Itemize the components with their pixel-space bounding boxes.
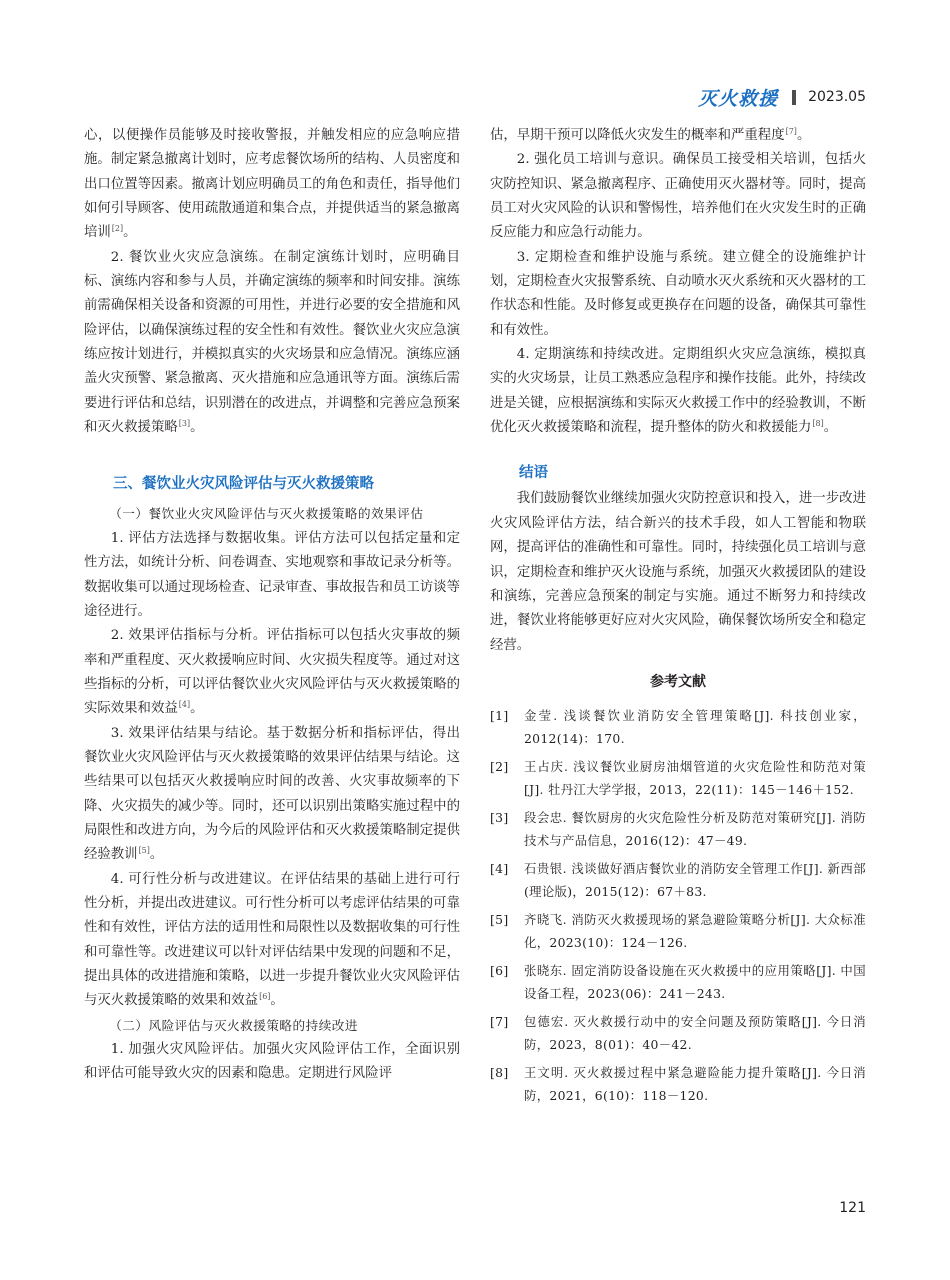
paragraph: 1. 评估方法选择与数据收集。评估方法可以包括定量和定性方法，如统计分析、问卷调查、实地观察和事故记录分析等。数据收集可以通过现场检查、记录审查、事故报告和员工访谈等途径进行。: [84, 530, 460, 619]
citation: [2]: [111, 224, 124, 234]
paragraph: 心，以便操作员能够及时接收警报，并触发相应的应急响应措施。制定紧急撤离计划时，应考虑餐饮场所的结构、人员密度和出口位置等因素。撤离计划应明确员工的角色和责任，指导他们如何引导顾客、使用疏散通道和集合点，并提供适当的紧急撤离培训[2]。: [84, 128, 460, 241]
reference-item: [1] 金莹. 浅谈餐饮业消防安全管理策略[J]. 科技创业家，2012(14)：170.: [490, 707, 866, 747]
page-number: 121: [839, 1200, 866, 1216]
citation: [7]: [785, 127, 797, 136]
reference-item: [5] 齐晓飞. 消防灭火救援现场的紧急避险策略分析[J]. 大众标准化，2023(10)：124－126.: [490, 911, 866, 951]
paragraph: 2. 餐饮业火灾应急演练。在制定演练计划时，应明确目标、演练内容和参与人员，并确定演练的频率和时间安排。演练前需确保相关设备和资源的可用性，并进行必要的安全措施和风险评估，以确保演练过程的安全性和有效性。餐饮业火灾应急演练应按计划进行，并模拟真实的火灾场景和应急情况。演练应涵盖火灾预警、紧急撤离、灭火措施和应急通讯等方面。演练后需要进行评估和总结，识别潜在的改进点，并调整和完善应急预案和灭火救援策略[3]。: [84, 249, 460, 436]
citation: [8]: [812, 419, 824, 429]
reference-list: [490, 704, 866, 1108]
paragraph: 4. 定期演练和持续改进。定期组织火灾应急演练，模拟真实的火灾场景，让员工熟悉应急程序和操作技能。此外，持续改进是关键，应根据演练和实际灭火救援工作中的经验教训，不断优化灭火救援策略和流程，提升整体的防火和救援能力[8]。: [490, 347, 866, 436]
paragraph: 估，早期干预可以降低火灾发生的概率和严重程度[7]。: [490, 127, 811, 143]
citation: [6]: [259, 992, 271, 1002]
citation: [4]: [178, 700, 191, 710]
section-heading: 三、餐饮业火灾风险评估与灭火救援策略: [113, 476, 374, 493]
paragraph: 2. 强化员工培训与意识。确保员工接受相关培训，包括火灾防控知识、紧急撤离程序、正确使用灭火器材等。同时，提高员工对火灾风险的认识和警惕性，培养他们在火灾发生时的正确反应能力和应急行动能力。: [490, 152, 866, 241]
reference-item: [7] 包德宏. 灭火救援行动中的安全问题及预防策略[J]. 今日消防，2023，8(01)：40－42.: [490, 1013, 866, 1053]
paragraph: 3. 定期检查和维护设施与系统。建立健全的设施维护计划，定期检查火灾报警系统、自动喷水灭火系统和灭火器材的工作状态和性能。及时修复或更换存在问题的设备，确保其可靠性和有效性。: [490, 249, 866, 338]
reference-item: [4] 石贵银. 浅谈做好酒店餐饮业的消防安全管理工作[J]. 新西部(理论版)，2015(12)：67＋83.: [490, 860, 866, 900]
magazine-title: 灭火救援: [698, 87, 779, 110]
reference-item: [3] 段会忠. 餐饮厨房的火灾危险性分析及防范对策研究[J]. 消防技术与产品信息，2016(12)：47－49.: [490, 809, 866, 849]
issue-number: 2023.05: [808, 89, 866, 105]
paragraph: 4. 可行性分析与改进建议。在评估结果的基础上进行可行性分析，并提出改进建议。可行性分析可以考虑评估结果的可靠性和有效性，评估方法的适用性和局限性以及数据收集的可行性和可靠性等。改进建议可以针对评估结果中发现的问题和不足，提出具体的改进措施和策略，以进一步提升餐饮业火灾风险评估与灭火救援策略的效果和效益[6]。: [84, 871, 460, 1009]
citation: [5]: [138, 846, 150, 856]
subsection-heading: （一）餐饮业火灾风险评估与灭火救援策略的效果评估: [109, 506, 424, 522]
left-column: [84, 124, 460, 1087]
paragraph: 3. 效果评估结果与结论。基于数据分析和指标评估，得出餐饮业火灾风险评估与灭火救援策略的效果评估结果与结论。这些结果可以包括灭火救援响应时间的改善、火灾事故频率的下降、火灾损失的减少等。同时，还可以识别出策略实施过程中的局限性和改进方向，为今后的风险评估和灭火救援策略制定提供经验教训[5]。: [84, 725, 460, 863]
paragraph: 1. 加强火灾风险评估。加强火灾风险评估工作，全面识别和评估可能导致火灾的因素和隐患。定期进行风险评: [84, 1042, 460, 1082]
reference-item: [6] 张晓东. 固定消防设备设施在灭火救援中的应用策略[J]. 中国设备工程，2023(06)：241－243.: [490, 962, 866, 1002]
subsection-heading: （二）风险评估与灭火救援策略的持续改进: [109, 1017, 358, 1033]
running-header: [698, 84, 866, 110]
citation: [3]: [178, 419, 191, 429]
reference-item: [2] 王占庆. 浅议餐饮业厨房油烟管道的火灾危险性和防范对策[J]. 牡丹江大学学报，2013，22(11)：145－146＋152.: [490, 758, 866, 798]
paragraph: 2. 效果评估指标与分析。评估指标可以包括火灾事故的频率和严重程度、灭火救援响应时间、火灾损失程度等。通过对这些指标的分析，可以评估餐饮业火灾风险评估与灭火救援策略的实际效果和效益[4]。: [84, 628, 460, 717]
reference-item: [8] 王文明. 灭火救援过程中紧急避险能力提升策略[J]. 今日消防，2021，6(10)：118－120.: [490, 1064, 866, 1104]
references-heading: 参考文献: [650, 673, 706, 690]
right-column: [490, 124, 866, 1112]
header-divider: [792, 90, 796, 105]
conclusion-heading: 结语: [519, 465, 548, 482]
paragraph: 我们鼓励餐饮业继续加强火灾防控意识和投入，进一步改进火灾风险评估方法，结合新兴的技术手段，如人工智能和物联网，提高评估的准确性和可靠性。同时，持续强化员工培训与意识，定期检查和维护灭火设施与系统，加强灭火救援团队的建设和演练，完善应急预案的制定与实施。通过不断努力和持续改进，餐饮业将能够更好应对火灾风险，确保餐饮场所安全和稳定经营。: [490, 491, 866, 653]
